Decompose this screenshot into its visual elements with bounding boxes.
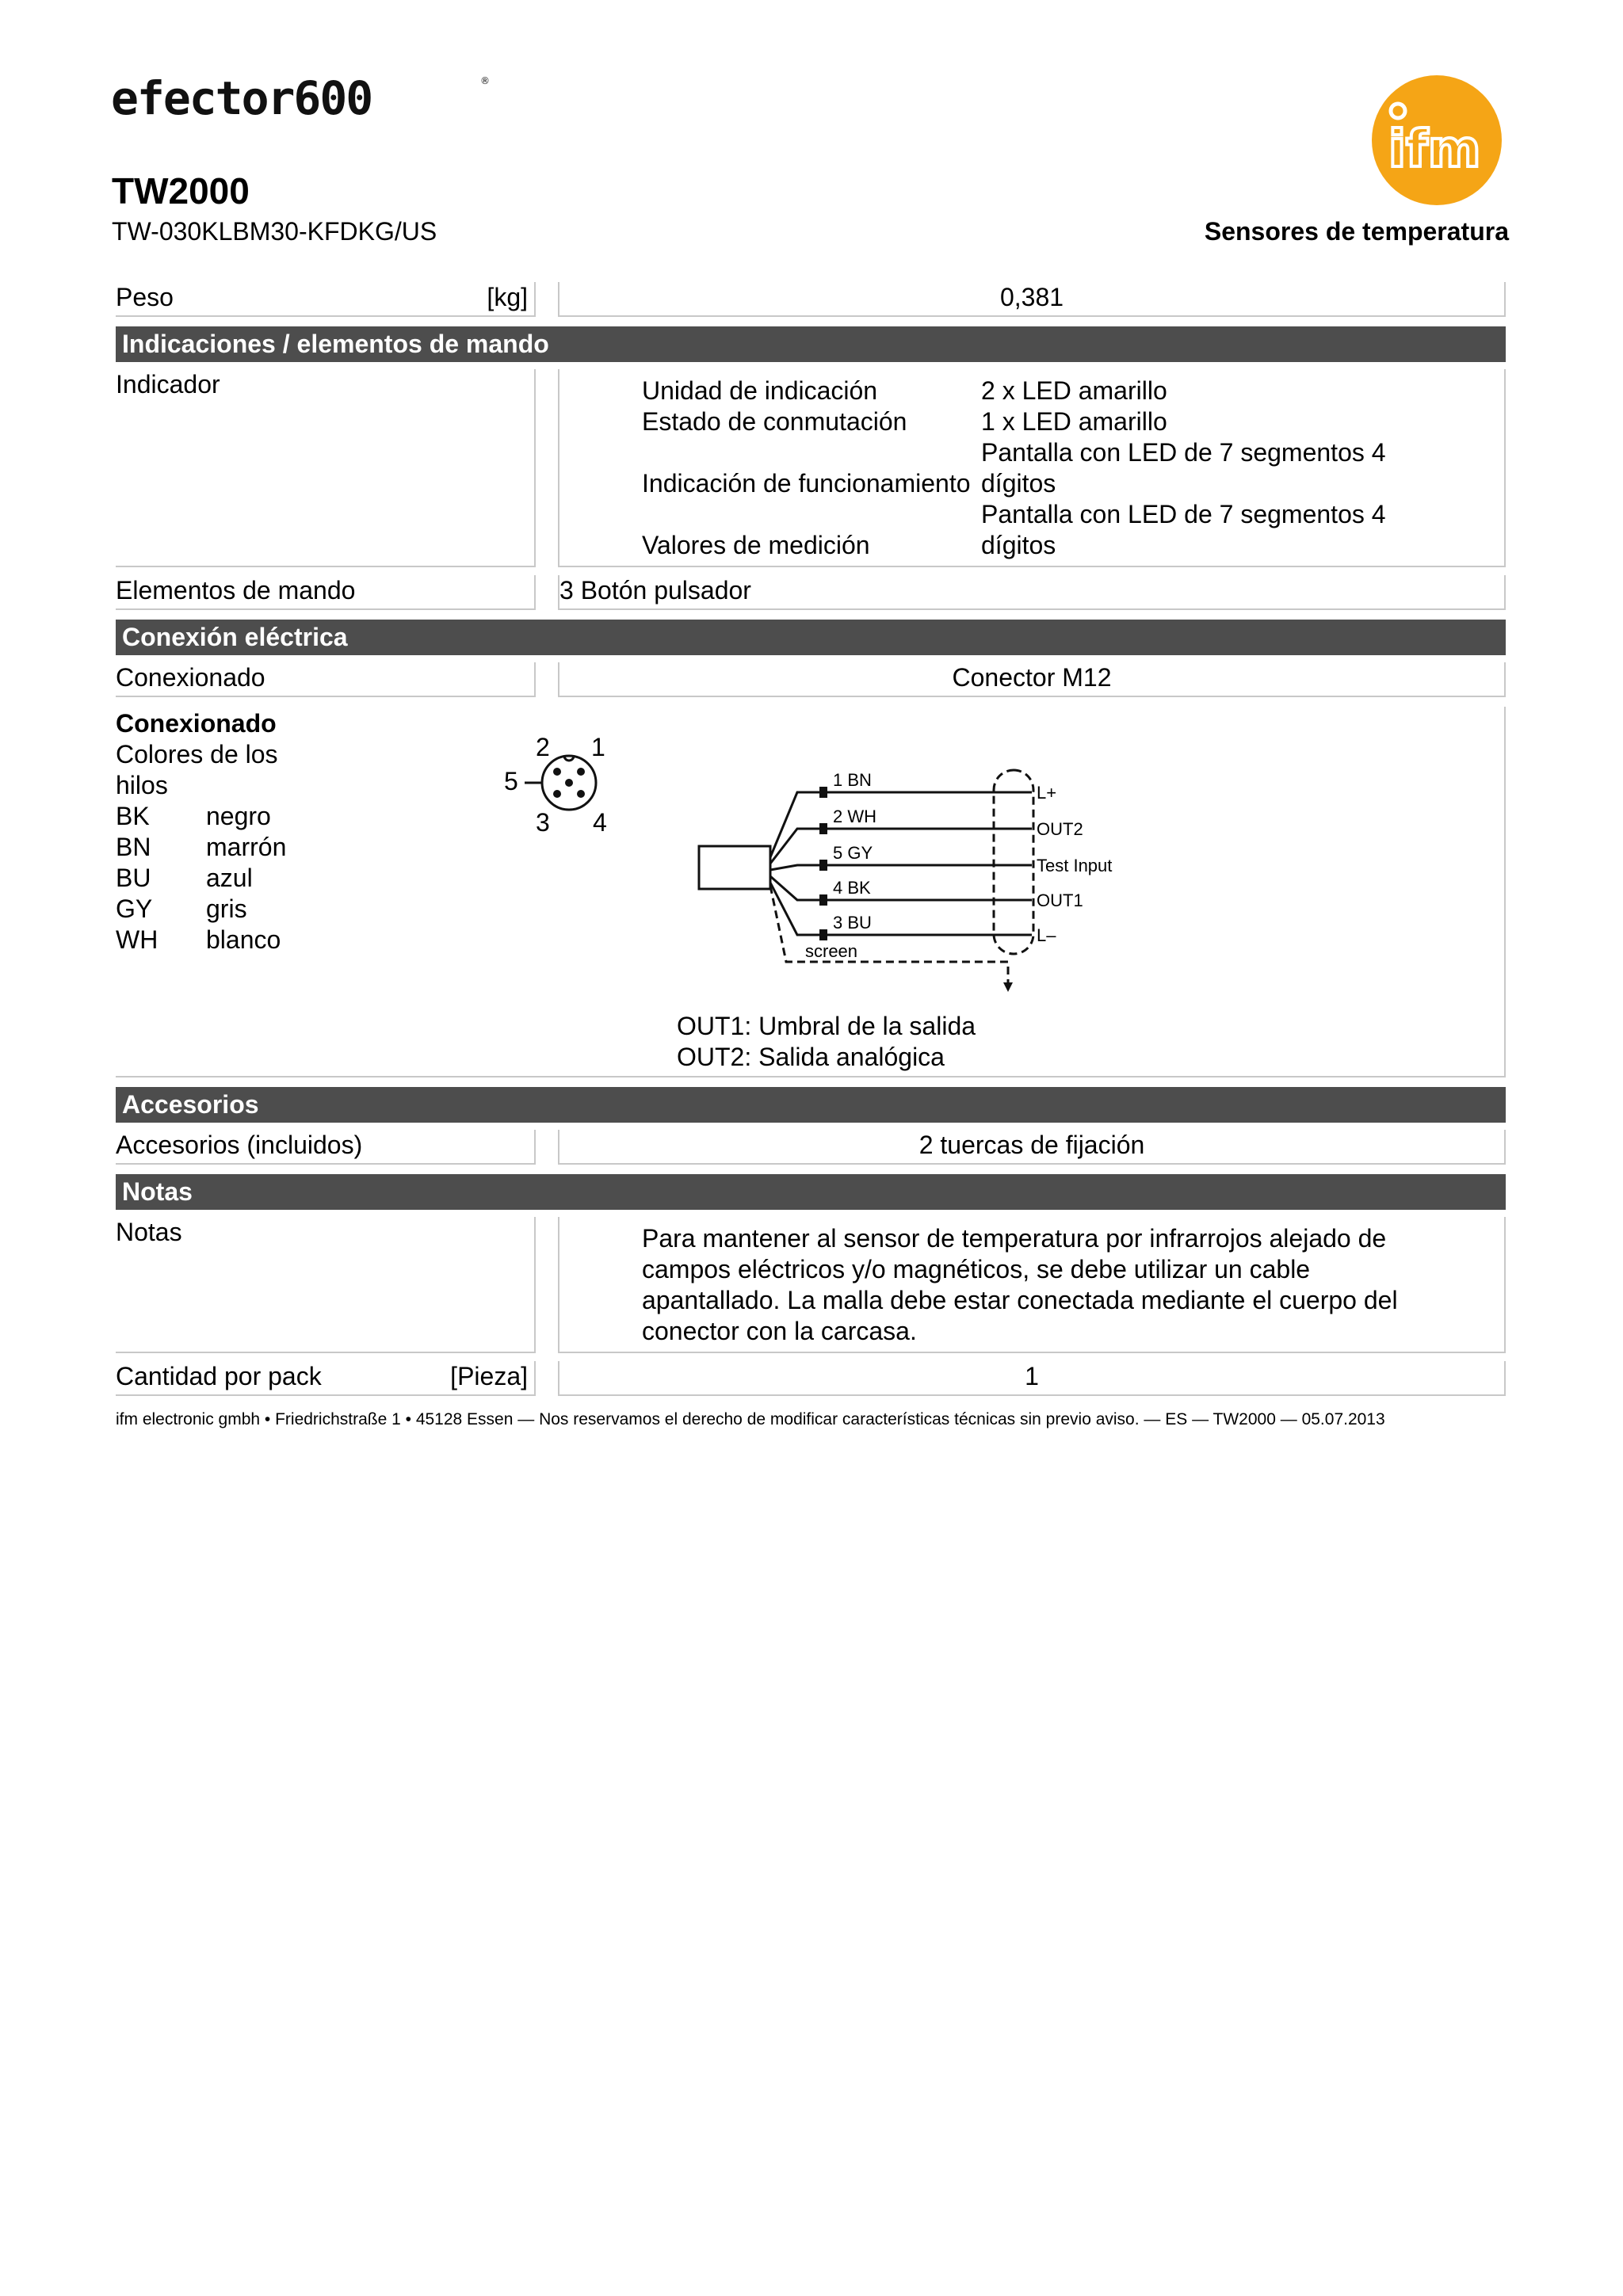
accesorios-value: 2 tuercas de fijación [558, 1130, 1506, 1165]
notas-line: conector con la carcasa. [642, 1317, 917, 1345]
conexionado-label-cell [116, 662, 536, 697]
pack-value: 1 [558, 1361, 1506, 1396]
indicador-label: Indicador [116, 370, 220, 399]
svg-text:Test Input: Test Input [1037, 856, 1113, 875]
indicador-row: Indicación de funcionamiento [642, 469, 971, 498]
indicador-row: 1 x LED amarillo [981, 407, 1167, 436]
notas-line: Para mantener al sensor de temperatura por infrarrojos alejado de [642, 1224, 1387, 1253]
elementos-label: Elementos de mando [116, 576, 356, 605]
indicador-label-cell [116, 369, 536, 567]
svg-text:L+: L+ [1037, 783, 1057, 803]
accesorios-label: Accesorios (incluidos) [116, 1131, 363, 1159]
indicador-row: Pantalla con LED de 7 segmentos 4 [981, 500, 1386, 528]
pack-label: Cantidad por pack [116, 1362, 322, 1390]
pack-unit: [Pieza] [450, 1362, 528, 1390]
product-model: TW2000 [112, 170, 250, 212]
svg-text:2: 2 [536, 733, 550, 761]
product-code: TW-030KLBM30-KFDKG/US [112, 217, 437, 246]
weight-unit: [kg] [487, 283, 528, 311]
indicador-values [558, 369, 1506, 567]
weight-label: Peso [116, 283, 174, 311]
notas-line: campos eléctricos y/o magnéticos, se debe utilizar un cable [642, 1255, 1311, 1283]
svg-text:screen: screen [805, 941, 858, 961]
conexionado-label: Conexionado [116, 663, 265, 692]
section-notas: Notas [116, 1174, 1506, 1210]
notas-label-cell [116, 1217, 536, 1353]
svg-text:3 BU: 3 BU [833, 913, 872, 933]
notas-line: apantallado. La malla debe estar conectada mediante el cuerpo del [642, 1286, 1398, 1314]
elementos-value: 3 Botón pulsador [558, 575, 1506, 610]
weight-value: 0,381 [558, 282, 1506, 317]
svg-text:®: ® [480, 75, 490, 86]
svg-text:5 GY: 5 GY [833, 843, 873, 863]
color-name: negro [206, 802, 271, 830]
accesorios-label-cell [116, 1130, 536, 1165]
indicador-row: Pantalla con LED de 7 segmentos 4 [981, 438, 1386, 467]
wiring-note: OUT1: Umbral de la salida [677, 1012, 976, 1040]
wiring-colors-label: Colores de los [116, 740, 278, 769]
svg-text:4 BK: 4 BK [833, 878, 871, 898]
color-name: azul [206, 864, 253, 892]
wiring-note: OUT2: Salida analógica [677, 1043, 945, 1071]
weight-label-cell [116, 282, 536, 317]
pack-label-cell [116, 1361, 536, 1396]
color-code: BK [116, 802, 150, 830]
notas-label: Notas [116, 1218, 182, 1246]
section-accesorios: Accesorios [116, 1087, 1506, 1123]
color-code: BU [116, 864, 151, 892]
color-name: marrón [206, 833, 287, 861]
indicador-row: Estado de conmutación [642, 407, 907, 436]
svg-text:OUT1: OUT1 [1037, 891, 1083, 910]
indicador-row: dígitos [981, 469, 1056, 498]
color-code: WH [116, 925, 158, 954]
product-category: Sensores de temperatura [1204, 217, 1509, 246]
wiring-diagram [694, 754, 1138, 1000]
indicador-row: Unidad de indicación [642, 376, 878, 405]
indicador-row: Valores de medición [642, 531, 870, 559]
section-conexion: Conexión eléctrica [116, 620, 1506, 655]
svg-text:ifm: ifm [1388, 120, 1481, 179]
svg-text:5: 5 [504, 767, 518, 795]
conexionado-value: Conector M12 [558, 662, 1506, 697]
indicador-row: 2 x LED amarillo [981, 376, 1167, 405]
elementos-label-cell [116, 575, 536, 610]
wiring-block [116, 707, 1506, 1077]
svg-text:3: 3 [536, 808, 550, 837]
svg-text:efector600: efector600 [111, 73, 372, 124]
color-code: GY [116, 894, 153, 923]
indicador-row: dígitos [981, 531, 1056, 559]
notas-value [558, 1217, 1506, 1353]
svg-text:1 BN: 1 BN [833, 770, 872, 790]
svg-text:OUT2: OUT2 [1037, 819, 1083, 839]
svg-text:1: 1 [591, 733, 605, 761]
color-code: BN [116, 833, 151, 861]
wiring-title: Conexionado [116, 709, 277, 738]
section-indicaciones: Indicaciones / elementos de mando [116, 326, 1506, 362]
wiring-colors-label: hilos [116, 771, 168, 799]
efector600-logo [111, 73, 491, 124]
ifm-logo [1369, 73, 1504, 208]
color-name: blanco [206, 925, 281, 954]
svg-text:2 WH: 2 WH [833, 807, 876, 826]
page-footer: ifm electronic gmbh • Friedrichstraße 1 • 45128 Essen — Nos reservamos el derecho de modificar características técnicas sin previo aviso. — ES — TW2000 — 05.07.2013 [116, 1410, 1385, 1428]
color-name: gris [206, 894, 247, 923]
svg-text:4: 4 [593, 808, 607, 837]
svg-text:L–: L– [1037, 925, 1056, 945]
